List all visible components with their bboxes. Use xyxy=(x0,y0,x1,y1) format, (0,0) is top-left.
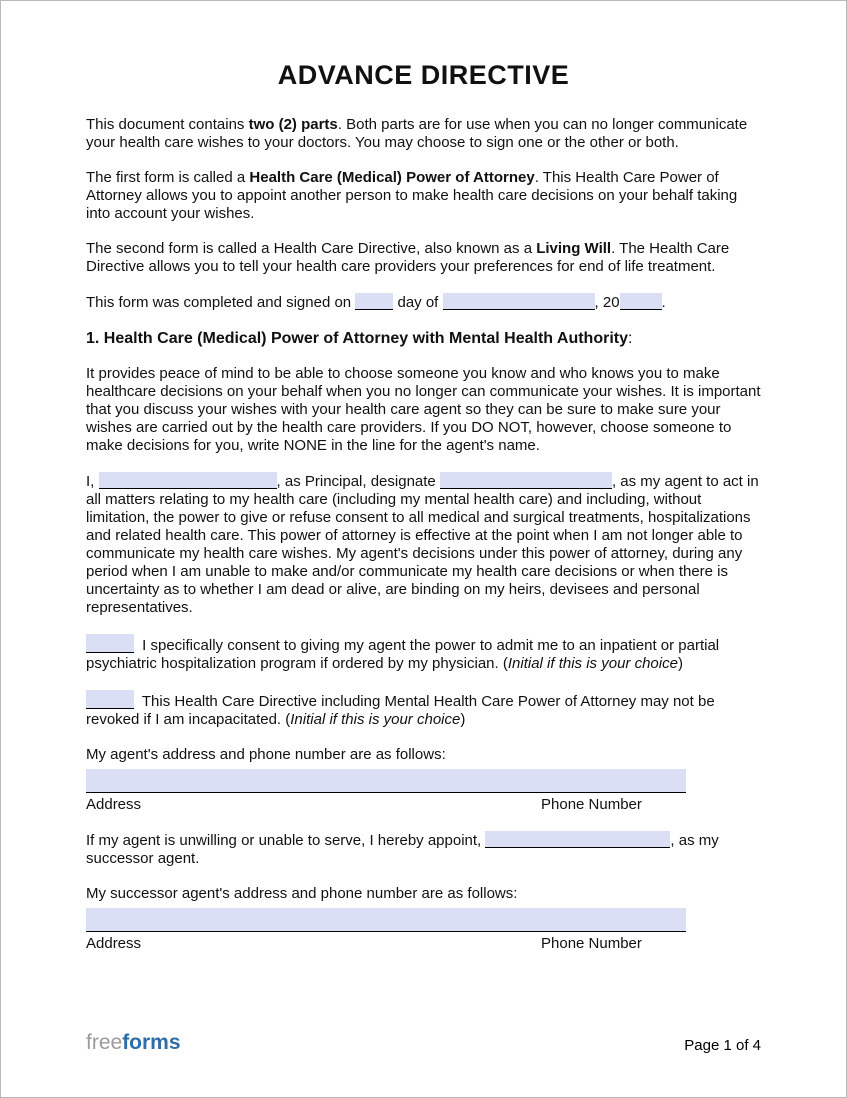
text-segment: ) xyxy=(677,655,683,672)
successor-address-phone-labels xyxy=(86,935,686,953)
agent-address-phone-labels xyxy=(86,796,686,814)
day-field[interactable] xyxy=(355,293,393,310)
successor-name-field[interactable] xyxy=(485,831,670,848)
section1-paragraph-1: It provides peace of mind to be able to choose someone you know and who knows you to make healthcare decisions on your behalf when you no longer can communicate your wishes. It is important that you discuss your wishes with your health care agent so they can be sure to make sure your wishes are carried out by the health care providers. If you DO NOT, however, choose someone to make decisions for you, write NONE in the line for the agent's name. xyxy=(86,365,761,454)
successor-address-intro: My successor agent's address and phone number are as follows: xyxy=(86,885,518,902)
text-segment-italic: Initial if this is your choice xyxy=(507,655,678,672)
text-segment-italic: Initial if this is your choice xyxy=(290,711,461,728)
year-field[interactable] xyxy=(620,293,662,310)
intro-paragraph-3 xyxy=(86,240,761,276)
text-segment: , as my successor agent. xyxy=(86,832,719,867)
brand-forms-text: forms xyxy=(122,1031,181,1054)
address-label: Address xyxy=(86,935,142,952)
text-segment: The first form is called a xyxy=(86,169,250,186)
text-segment: , as my agent to act in all matters relating to my health care (including my mental health care) and including, without limitation, the power to give or refuse consent to all medical and surgical treatments, hospitalizations and related health care. This power of attorney is effective at the point when I am not longer able to communicate my health care wishes. My agent's decisions under this power of attorney, during any period when I am unable to make and/or communicate my health care decisions or when there is uncertainty as to whether I am dead or alive, are binding on my heirs, devisees and personal representatives. xyxy=(86,473,759,616)
successor-address-phone-field[interactable] xyxy=(86,908,686,932)
consent-no-revoke-paragraph xyxy=(86,690,761,729)
section1-heading-text: 1. Health Care (Medical) Power of Attorney with Mental Health Authority xyxy=(86,330,628,347)
text-segment: The second form is called a Health Care Directive, also known as a xyxy=(86,240,537,257)
document-title: ADVANCE DIRECTIVE xyxy=(277,60,570,90)
text-segment-bold: Living Will xyxy=(536,240,612,257)
text-segment: ) xyxy=(460,711,466,728)
intro-paragraph-2 xyxy=(86,169,761,223)
address-label: Address xyxy=(86,796,142,813)
text-segment: . The Health Care Directive allows you to tell your health care providers your preferences for end of life treatment. xyxy=(86,240,730,275)
text-segment: , 20 xyxy=(594,294,620,311)
month-field[interactable] xyxy=(443,293,595,310)
text-segment-bold: two (2) parts xyxy=(248,116,338,133)
brand-free-text: free xyxy=(86,1031,123,1054)
agent-name-field[interactable] xyxy=(440,472,612,489)
section1-heading-colon: : xyxy=(628,330,633,347)
agent-address-phone-field[interactable] xyxy=(86,769,686,793)
text-segment-bold: Health Care (Medical) Power of Attorney xyxy=(249,169,535,186)
agent-address-intro: My agent's address and phone number are as follows: xyxy=(86,746,446,763)
page-number: Page 1 of 4 xyxy=(684,1037,761,1054)
text-segment: . This Health Care Power of Attorney allows you to appoint another person to make health care decisions on your behalf taking into account your wishes. xyxy=(86,169,738,222)
page-footer xyxy=(86,1031,761,1055)
phone-number-label: Phone Number xyxy=(541,935,642,952)
text-segment: . xyxy=(661,294,666,311)
initial-psychiatric-field[interactable] xyxy=(86,634,134,653)
principal-name-field[interactable] xyxy=(99,472,277,489)
principal-designation-paragraph xyxy=(86,472,761,617)
text-segment: This Health Care Directive including Mental Health Care Power of Attorney may not be revoked if I am incapacitated. ( xyxy=(86,693,715,728)
text-segment: . Both parts are for use when you can no longer communicate your health care wishes to your doctors. You may choose to sign one or the other or both. xyxy=(86,116,748,151)
consent-psychiatric-paragraph xyxy=(86,634,761,673)
text-segment: This form was completed and signed on xyxy=(86,294,356,311)
section1-heading xyxy=(86,329,761,348)
text-segment: day of xyxy=(393,294,443,311)
text-segment: I specifically consent to giving my agent the power to admit me to an inpatient or partial psychiatric hospitalization program if ordered by my physician. ( xyxy=(86,637,720,672)
text-segment: , as Principal, designate xyxy=(276,473,440,490)
signed-date-line xyxy=(86,293,761,312)
text-segment: I, xyxy=(86,473,99,490)
freeforms-logo xyxy=(86,1031,181,1055)
initial-no-revoke-field[interactable] xyxy=(86,690,134,709)
text-segment: If my agent is unwilling or unable to serve, I hereby appoint, xyxy=(86,832,486,849)
text-segment: This document contains xyxy=(86,116,249,133)
phone-number-label: Phone Number xyxy=(541,796,642,813)
intro-paragraph-1 xyxy=(86,116,761,152)
successor-appointment-paragraph xyxy=(86,831,761,868)
